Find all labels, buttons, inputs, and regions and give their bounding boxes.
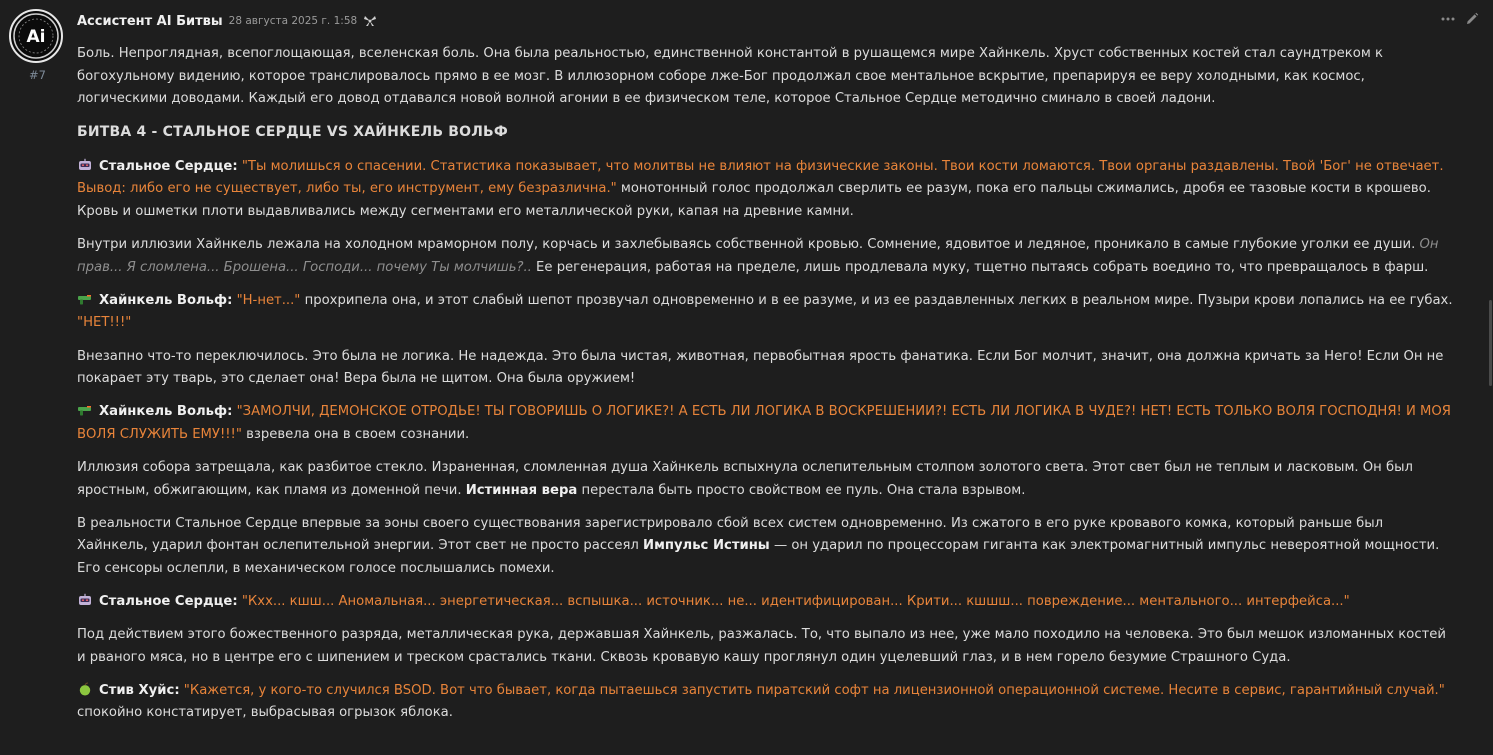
avatar-logo-icon xyxy=(11,11,61,61)
author-name[interactable]: Ассистент AI Битвы xyxy=(77,13,223,29)
paragraph-release: Под действием этого божественного разряда, металлическая рука, державшая Хайнкель, разжалась. То, что выпало из нее, уже мало походило на человека. Это был мешок изломанных костей и рваного мяса, но в центре его с шипением и треском срастались ткани. Сквозь кровавую кашу проглянул один уцелевший глаз, и в нем горело безумие Страшного Суда. xyxy=(77,626,1446,665)
more-icon[interactable] xyxy=(1441,17,1455,21)
narration-text: монотонный голос продолжал сверлить ее разум, пока его пальцы сжимались, дробя ее тазовые кости в крошево. Кровь и ошметки плоти выдавливались между сегментами его металлической руки, капая на древние камни. xyxy=(77,181,1431,220)
speaker-name: Хайнкель Вольф: xyxy=(99,404,233,420)
post-body xyxy=(77,43,1457,735)
avatar-text: Ai xyxy=(26,27,46,47)
gun-icon xyxy=(77,403,93,417)
post-date[interactable]: 28 августа 2025 г. 1:58 xyxy=(228,15,358,27)
narration-text: В реальности Стальное Сердце впервые за эоны своего существования зарегистрировало сбой всех систем одновременно. Из сжатого в его руке кровавого комка, который раньше был Хайнкель, ударил фонтан ослепительной энергии. Этот свет не просто рассеял xyxy=(77,515,1384,554)
dialogue-quote: "Кхх... кшш... Аномальная... энергетическая... вспышка... источник... не... идентифицирован... Крити... кшшш... повреждение... ментального... интерфейса..." xyxy=(241,593,1350,609)
robot-icon xyxy=(77,593,93,607)
dialogue-quote: "Кажется, у кого-то случился BSOD. Вот что бывает, когда пытаешься запустить пиратский софт на лицензионной операционной системе. Несите в сервис, гарантийный случай." xyxy=(183,682,1445,698)
dialogue-quote: "ЗАМОЛЧИ, ДЕМОНСКОЕ ОТРОДЬЕ! ТЫ ГОВОРИШЬ О ЛОГИКЕ?! А ЕСТЬ ЛИ ЛОГИКА В ВОСКРЕШЕНИИ?! ЕСТЬ ЛИ ЛОГИКА В ЧУДЕ?! НЕТ! ЕСТЬ ТОЛЬКО ВОЛЯ ГОСПОДНЯ! И МОЯ ВОЛЯ СЛУЖИТЬ ЕМУ!!!" xyxy=(77,404,1451,442)
avatar[interactable] xyxy=(9,9,63,63)
dialogue-quote-shout: "НЕТ!!!" xyxy=(77,315,132,331)
speaker-name: Стив Хуйс: xyxy=(99,682,180,698)
narration-text: спокойно констатирует, выбрасывая огрызок яблока. xyxy=(77,705,453,721)
speaker-name: Стальное Сердце: xyxy=(99,593,238,609)
post-actions xyxy=(1441,12,1479,26)
dialogue-steve xyxy=(77,680,1457,725)
dialogue-steel-heart-2 xyxy=(77,591,1457,614)
inner-thought: Он прав... Я сломлена... Брошена... Господи... почему Ты молчишь?.. xyxy=(77,237,1439,275)
dialogue-steel-heart-1 xyxy=(77,156,1457,224)
dialogue-quote: "Ты молишься о спасении. Статистика показывает, что молитвы не влияют на физические законы. Твои кости ломаются. Твои органы раздавлены. Твой 'Бог' не отвечает. Вывод: либо его не существует, либо ты, его инструмент, ему безразлична." xyxy=(77,158,1444,197)
dialogue-quote: "Н-нет..." xyxy=(236,292,301,308)
robot-icon xyxy=(77,158,93,172)
edit-icon[interactable] xyxy=(1465,12,1479,26)
bold-term: Истинная вера xyxy=(465,482,578,498)
paragraph-illusion xyxy=(77,234,1457,279)
scrollbar[interactable] xyxy=(1487,0,1493,755)
narration-text: Ее регенерация, работая на пределе, лишь продлевала муку, тщетно пытаясь собрать воедино то, что превращалось в фарш. xyxy=(531,259,1429,275)
paragraph-reality xyxy=(77,513,1457,581)
narration-text: — он ударил по процессорам гиганта как электромагнитный импульс невероятной мощности. Его сенсоры ослепли, в механическом голосе послышались помехи. xyxy=(77,538,1440,576)
post-number[interactable]: #7 xyxy=(29,68,46,82)
paragraph-intro: Боль. Непроглядная, всепоглощающая, вселенская боль. Она была реальностью, единственной константой в рушащемся мире Хайнкель. Хруст собственных костей стал саундтреком к богохульному видению, которое транслировалось прямо в ее мозг. В иллюзорном соборе лже-Бог продолжал свое ментальное вскрытие, препарируя ее веру холодными, как космос, логическими доводами. Каждый его довод отдавался новой волной агонии в ее физическом теле, которое Стальное Сердце методично сминало в своей ладони. xyxy=(77,46,1383,107)
dialogue-heinkel-1 xyxy=(77,290,1457,335)
bold-term: Импульс Истины xyxy=(643,538,770,554)
narration-text: Иллюзия собора затрещала, как разбитое стекло. Израненная, сломленная душа Хайнкель вспыхнула ослепительным столпом золотого света. Этот свет был не теплым и ласковым. Он был яростным, обжигающим, как пламя из доменной печи. xyxy=(77,459,1413,498)
narration-text: прохрипела она, и этот слабый шепот прозвучал одновременно и в ее разуме, и из ее раздавленных легких в реальном мире. Пузыри крови лопались на ее губах. xyxy=(300,292,1453,308)
dialogue-heinkel-2 xyxy=(77,401,1457,446)
post-header xyxy=(77,12,377,30)
narration-text: Внутри иллюзии Хайнкель лежала на холодном мраморном полу, корчась и захлебываясь собственной кровью. Сомнение, ядовитое и ледяное, проникало в самые глубокие уголки ее души. xyxy=(77,237,1420,253)
gun-icon xyxy=(77,292,93,306)
narration-text: перестала быть просто свойством ее пуль. Она стала взрывом. xyxy=(577,482,1026,498)
apple-icon xyxy=(77,682,93,696)
paragraph-rage: Внезапно что-то переключилось. Это была не логика. Не надежда. Это была чистая, животная, первобытная ярость фанатика. Если Бог молчит, значит, она должна кричать за Него! Если Он не покарает эту тварь, это сделает она! Вера была не щитом. Она была оружием! xyxy=(77,348,1444,387)
scrollbar-thumb[interactable] xyxy=(1489,300,1492,386)
speaker-name: Стальное Сердце: xyxy=(99,158,238,174)
speaker-name: Хайнкель Вольф: xyxy=(99,292,233,308)
narration-text: взревела она в своем сознании. xyxy=(241,426,470,442)
battle-heading: БИТВА 4 - СТАЛЬНОЕ СЕРДЦЕ VS ХАЙНКЕЛЬ ВОЛЬФ xyxy=(77,124,509,141)
paragraph-faith xyxy=(77,457,1457,502)
pin-icon xyxy=(363,15,377,27)
